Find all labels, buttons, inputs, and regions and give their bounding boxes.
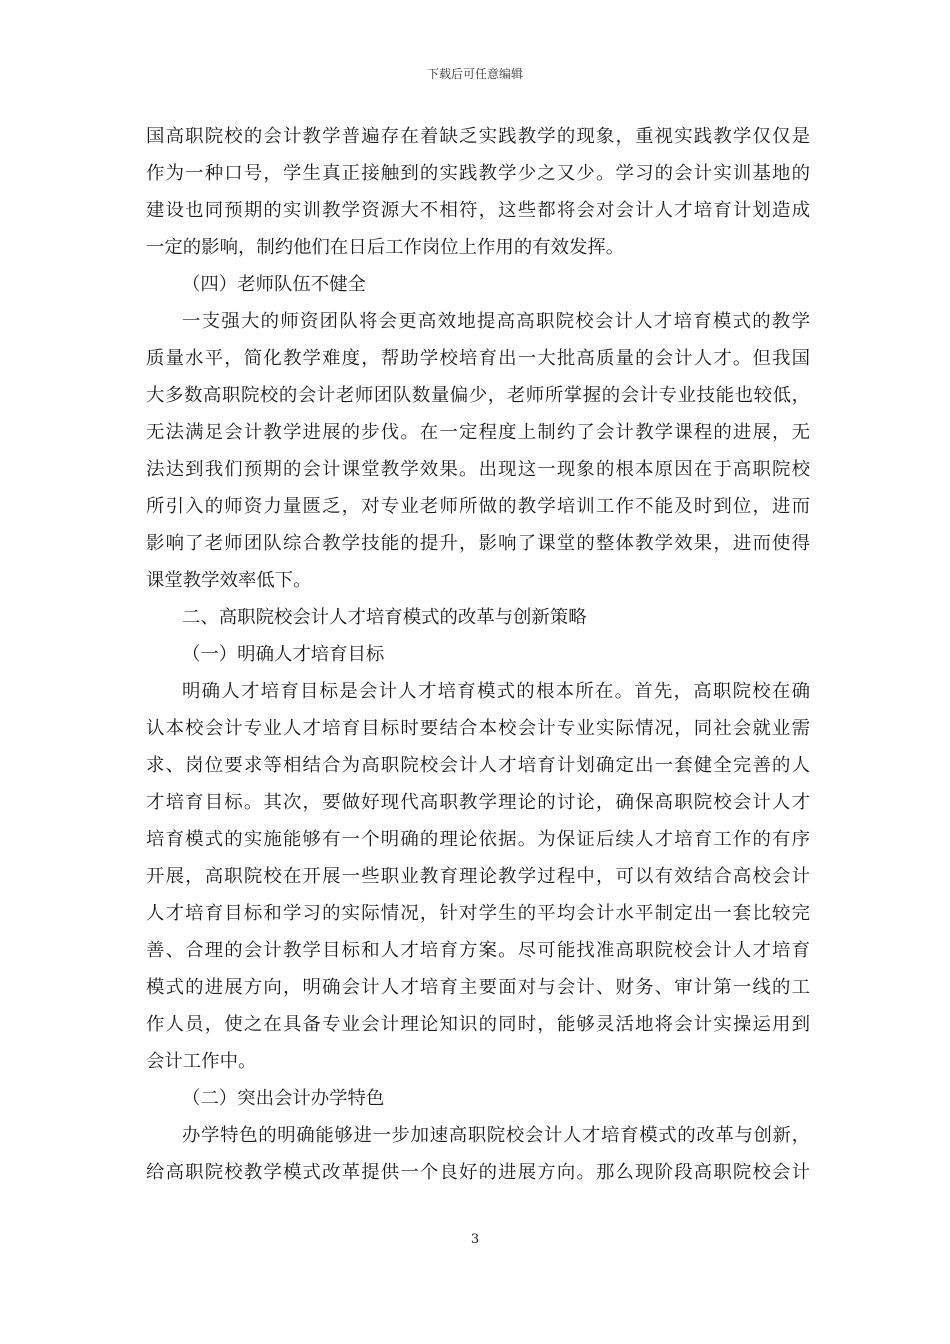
body-line: 质量水平，简化教学难度，帮助学校培育出一大批高质量的会计人才。但我国	[146, 348, 810, 369]
body-line: 作人员，使之在具备专业会计理论知识的同时，能够灵活地将会计实操运用到	[146, 1014, 810, 1035]
body-line: 会计工作中。	[146, 1051, 257, 1072]
body-line: 求、岗位要求等相结合为高职院校会计人才培育计划确定出一套健全完善的人	[146, 755, 810, 776]
body-line: 一支强大的师资团队将会更高效地提高高职院校会计人才培育模式的教学	[182, 311, 810, 332]
body-line: 课堂教学效率低下。	[146, 570, 312, 591]
body-line: 明确人才培育目标是会计人才培育模式的根本所在。首先，高职院校在确	[182, 681, 810, 702]
body-line: 一定的影响，制约他们在日后工作岗位上作用的有效发挥。	[146, 237, 625, 258]
body-line: 模式的进展方向，明确会计人才培育主要面对与会计、财务、审计第一线的工	[146, 977, 810, 998]
body-line: 国高职院校的会计教学普遍存在着缺乏实践教学的现象，重视实践教学仅仅是	[146, 126, 810, 147]
body-line: 建设也同预期的实训教学资源大不相符，这些都将会对会计人才培育计划造成	[146, 200, 810, 221]
body-line: 才培育目标。其次，要做好现代高职教学理论的讨论，确保高职院校会计人才	[146, 792, 810, 813]
body-line: 所引入的师资力量匮乏，对专业老师所做的教学培训工作不能及时到位，进而	[146, 496, 810, 517]
body-line: 善、合理的会计教学目标和人才培育方案。尽可能找准高职院校会计人才培育	[146, 940, 810, 961]
body-line: 开展，高职院校在开展一些职业教育理论教学过程中，可以有效结合高校会计	[146, 866, 810, 887]
body-line: 认本校会计专业人才培育目标时要结合本校会计专业实际情况，同社会就业需	[146, 718, 810, 739]
section-heading: （四）老师队伍不健全	[182, 274, 366, 295]
body-line: 无法满足会计教学进展的步伐。在一定程度上制约了会计教学课程的进展，无	[146, 422, 810, 443]
body-line: 法达到我们预期的会计课堂教学效果。出现这一现象的根本原因在于高职院校	[146, 459, 810, 480]
section-heading: （一）明确人才培育目标	[182, 644, 385, 665]
body-line: 作为一种口号，学生真正接触到的实践教学少之又少。学习的会计实训基地的	[146, 163, 810, 184]
body-line: 人才培育目标和学习的实际情况，针对学生的平均会计水平制定出一套比较完	[146, 903, 810, 924]
document-body	[146, 118, 810, 1191]
section-heading: （二）突出会计办学特色	[182, 1088, 385, 1109]
page-number: 3	[470, 1232, 480, 1247]
section-heading: 二、高职院校会计人才培育模式的改革与创新策略	[182, 607, 587, 628]
body-line: 大多数高职院校的会计老师团队数量偏少，老师所掌握的会计专业技能也较低，	[146, 385, 810, 406]
body-line: 培育模式的实施能够有一个明确的理论依据。为保证后续人才培育工作的有序	[146, 829, 810, 850]
page-header: 下载后可任意编辑	[426, 67, 523, 81]
body-line: 办学特色的明确能够进一步加速高职院校会计人才培育模式的改革与创新，	[182, 1125, 810, 1146]
body-line: 影响了老师团队综合教学技能的提升，影响了课堂的整体教学效果，进而使得	[146, 533, 810, 554]
body-line: 给高职院校教学模式改革提供一个良好的进展方向。那么现阶段高职院校会计	[146, 1162, 810, 1183]
